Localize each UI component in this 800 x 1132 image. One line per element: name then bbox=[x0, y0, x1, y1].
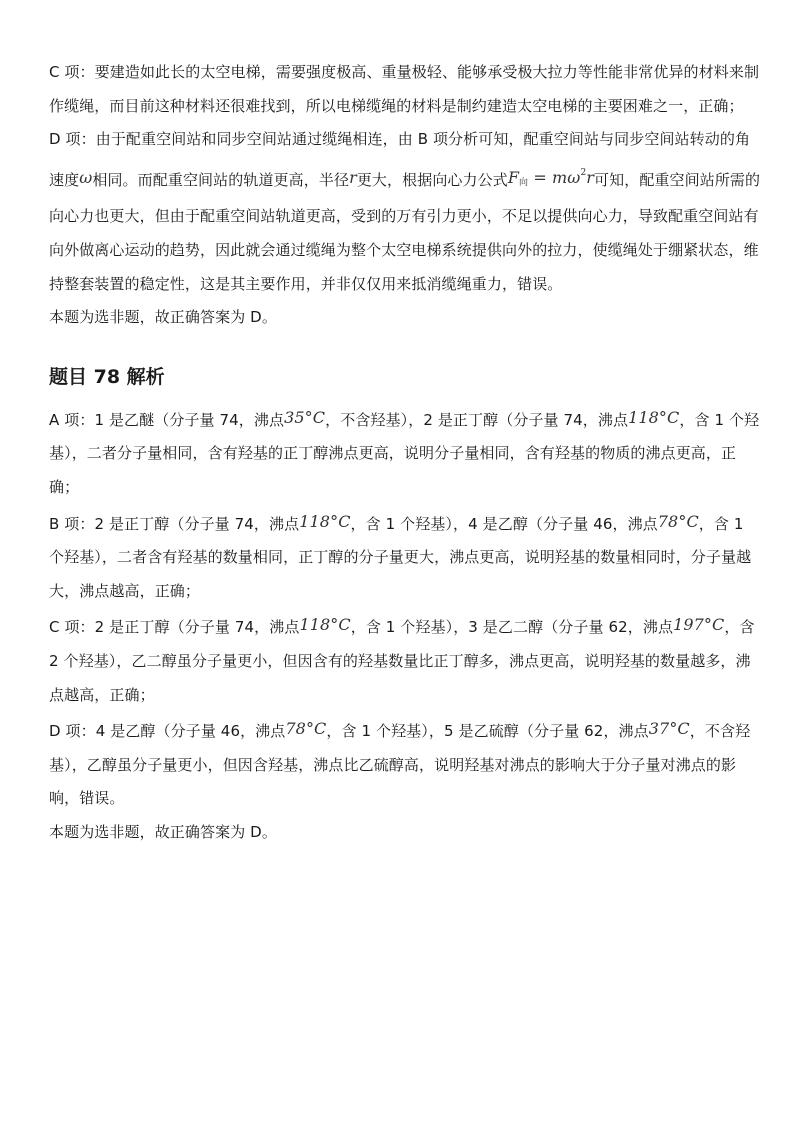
q78-option-a-text-3: ，含 1 个羟基），二者分子量相同，含有羟基的正丁醇沸点更高，说明分子量相同，含有羟基的物质的沸点更高，正确； bbox=[49, 410, 760, 496]
q78-option-a-text-2: ，不含羟基），2 是正丁醇（分子量 74，沸点 bbox=[325, 410, 629, 429]
q78-option-b-paragraph bbox=[49, 505, 761, 609]
boiling-point-value: 118°C bbox=[299, 511, 351, 531]
q78-option-d-text-2: ，含 1 个羟基），5 是乙硫醇（分子量 62，沸点 bbox=[326, 722, 649, 741]
boiling-point-value: 118°C bbox=[628, 407, 680, 427]
q78-option-a-text-1: 1 是乙醚（分子量 74，沸点 bbox=[94, 410, 285, 429]
q78-option-b-text-1: 2 是正丁醇（分子量 74，沸点 bbox=[94, 514, 300, 533]
q78-option-a-label: A 项： bbox=[49, 410, 95, 429]
option-c-paragraph bbox=[49, 56, 761, 123]
section2-conclusion: 本题为选非题，故正确答案为 D。 bbox=[49, 822, 277, 841]
option-d-text-b: 相同。而配重空间站的轨道更高，半径 bbox=[92, 170, 350, 189]
q78-option-b-text-2: ，含 1 个羟基），4 是乙醇（分子量 46，沸点 bbox=[350, 514, 658, 533]
q78-option-c-text-2: ，含 1 个羟基），3 是乙二醇（分子量 62，沸点 bbox=[350, 618, 674, 637]
option-d-paragraph bbox=[49, 123, 761, 301]
q78-option-d-text-3: ，不含羟基），乙醇虽分子量更小，但因含羟基，沸点比乙硫醇高，说明羟基对沸点的影响大于分子量对沸点的影响，错误。 bbox=[49, 722, 751, 808]
option-c-label: C 项： bbox=[49, 63, 95, 81]
option-d-text-c: 更大，根据向心力公式 bbox=[356, 170, 508, 189]
q78-option-b-text-3: ，含 1 个羟基），二者含有羟基的数量相同，正丁醇的分子量更大，沸点更高，说明羟基的数量相同时，分子量越大，沸点越高，正确； bbox=[49, 514, 752, 600]
question-78-heading: 题目 78 解析 bbox=[49, 365, 165, 388]
document-page bbox=[49, 56, 761, 849]
q78-option-c-text-1: 2 是正丁醇（分子量 74，沸点 bbox=[94, 618, 300, 637]
boiling-point-value: 37°C bbox=[648, 719, 690, 739]
boiling-point-value: 35°C bbox=[284, 407, 326, 427]
q78-option-d-paragraph bbox=[49, 712, 761, 816]
q78-option-d-text-1: 4 是乙醇（分子量 46，沸点 bbox=[95, 722, 286, 741]
option-c-text: 要建造如此长的太空电梯，需要强度极高、重量极轻、能够承受极大拉力等性能非常优异的材料来制作缆绳，而目前这种材料还很难找到，所以电梯缆绳的材料是制约建造太空电梯的主要困难之一，正确； bbox=[49, 63, 760, 115]
q78-option-b-label: B 项： bbox=[49, 514, 95, 533]
option-d-text-d: 可知，配重空间站所需的向心力也更大，但由于配重空间站轨道更高，受到的万有引力更小，不足以提供向心力，导致配重空间站有向外做离心运动的趋势，因此就会通过缆绳为整个太空电梯系统提供向外的拉力，使缆绳处于绷紧状态，维持整套装置的稳定性，这是其主要作用，并非仅仅用来抵消缆绳重力，错误。 bbox=[49, 170, 761, 293]
omega-symbol: ω bbox=[79, 167, 93, 187]
q78-option-c-text-3: ，含 2 个羟基），乙二醇虽分子量更小，但因含有的羟基数量比正丁醇多，沸点更高，说明羟基的数量越多，沸点越高，正确； bbox=[49, 618, 755, 704]
q78-option-a-paragraph bbox=[49, 401, 761, 505]
option-d-text-a: 由于配重空间站和同步空间站通过缆绳相连，由 B 项分析可知，配重空间站与同步空间站转动的角速度 bbox=[49, 130, 751, 189]
q78-option-c-label: C 项： bbox=[49, 618, 95, 637]
radius-symbol: r bbox=[349, 167, 357, 187]
boiling-point-value: 78°C bbox=[285, 719, 327, 739]
centripetal-force-formula: $F_向 = m\omega^2r$ bbox=[507, 167, 595, 188]
boiling-point-value: 118°C bbox=[299, 615, 351, 635]
section1-conclusion: 本题为选非题，故正确答案为 D。 bbox=[49, 308, 277, 327]
option-d-label: D 项： bbox=[49, 130, 96, 149]
boiling-point-value: 78°C bbox=[657, 511, 699, 531]
q78-option-d-label: D 项： bbox=[49, 722, 96, 741]
boiling-point-value: 197°C bbox=[673, 615, 725, 635]
q78-option-c-paragraph bbox=[49, 608, 761, 712]
